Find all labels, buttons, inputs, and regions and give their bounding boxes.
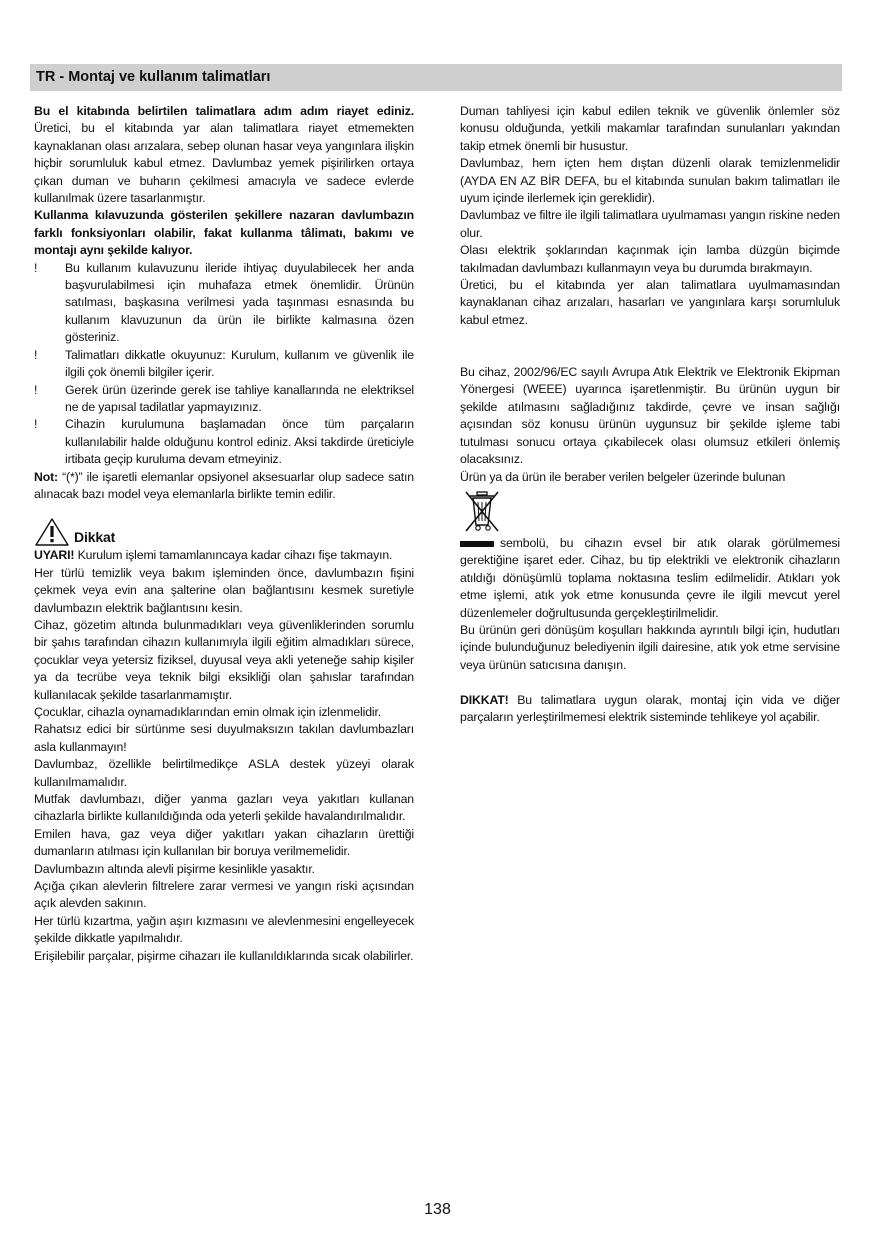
weee-paragraph: Bu cihaz, 2002/96/EC sayılı Avrupa Atık Elektrik ve Elektronik Ekipman Yönergesi (WEEE) uyarınca işaretlenmiştir. Bu ürünün uygun bir şekilde atılmasını sağladığınız takdirde, çevre ve insan sağlığı açısından söz konusu ürünün uygunsuz bir şekilde işleme tabi tutulması sonucu ortaya çıkabilecek olası olumsuz etkileri önlemiş olacaksınız. bbox=[460, 365, 840, 467]
dikkat-paragraph bbox=[460, 692, 840, 727]
safety-paragraph: Her türlü kızartma, yağın aşırı kızmasını ve alevlenmesini engelleyecek şekilde dikkatle yapılmalıdır. bbox=[34, 913, 414, 946]
symbol-paragraph bbox=[460, 535, 840, 622]
page-number: 138 bbox=[424, 1201, 451, 1218]
figures-note: Kullanma kılavuzunda gösterilen şekillere nazaran davlumbazın farklı fonksiyonları olabilir, fakat kullanma tâlimatı, bakımı ve montajı aynı şekilde kalıyor. bbox=[34, 208, 414, 258]
list-item-text: Bu kullanım kulavuzunu ileride ihtiyaç duyulabilecek her anda başvurulabilmesi için muhafaza etmek önemlidir. Ürünün satılması, başkasına verilmesi yada taşınması esnasında bu kullanım klavuzunun da ürün ile birlikte kalmasına özen gösteriniz. bbox=[65, 260, 414, 345]
note-paragraph bbox=[34, 469, 414, 504]
intro-paragraph bbox=[34, 103, 414, 207]
section-header bbox=[30, 64, 842, 91]
list-item-text: Talimatları dikkatle okuyunuz: Kurulum, kullanım ve güvenlik ile ilgili çok önemli bilgiler içerir. bbox=[65, 347, 414, 380]
list-item bbox=[34, 416, 414, 468]
safety-paragraph: Olası elektrik şoklarından kaçınmak için lamba düzgün biçimde takılmadan davlumbazı kullanmayın veya bu durumda bırakmayın. bbox=[460, 243, 840, 275]
instruction-list bbox=[34, 260, 414, 469]
section-title: TR - Montaj ve kullanım talimatları bbox=[36, 69, 271, 85]
dikkat-text: Bu talimatlara uygun olarak, montaj için vida ve diğer parçaların yerleştirilmemesi elektrik sisteminde tehlikeye yol açabilir. bbox=[460, 692, 840, 724]
exclamation-mark: ! bbox=[34, 382, 38, 397]
list-item-text: Gerek ürün üzerinde gerek ise tahliye kanallarında ne elektriksel ne de yapısal tadilatlar yapmayızınız. bbox=[65, 382, 414, 414]
crossed-bin-icon bbox=[462, 489, 502, 533]
symbol-text: sembolü, bu cihazın evsel bir atık olarak görülmemesi gerektiğine işaret eder. Cihaz, bu tip elektrikli ve elektronik cihazların atıldığı dönüşümlü toplama noktasına teslim edilmelidir. Atıkları yok etme işlemi, atık yok etme konusunda çevre ile ilgili mevcut yerel düzenlemeler doğrultusunda gerçekleştirilmelidir. bbox=[460, 535, 840, 620]
safety-paragraph: Davlumbazın altında alevli pişirme kesinlikle yasaktır. bbox=[34, 861, 315, 876]
exclamation-mark: ! bbox=[34, 347, 38, 362]
right-column bbox=[460, 103, 840, 726]
safety-paragraph: Açığa çıkan alevlerin filtrelere zarar vermesi ve yangın riski açısından açık alevden sakının. bbox=[34, 879, 414, 911]
recycling-paragraph: Bu ürünün geri dönüşüm koşulları hakkında ayrıntılı bilgi için, hudutları içinde bulunduğunuz belediyenin ilgili dairesine, atık yok etme servisine veya ürünün satıcısına danışın. bbox=[460, 622, 840, 672]
warning-triangle-icon bbox=[34, 517, 70, 547]
note-text: “(*)” ile işaretli elemanlar opsiyonel aksesuarlar olup sadece satın alınacak bazı model veya elemanlarla birlikte temin edilir. bbox=[34, 469, 414, 501]
intro-bold: Bu el kitabında belirtilen talimatlara adım adım riayet ediniz. bbox=[34, 104, 414, 118]
safety-paragraph: Emilen hava, gaz veya diğer yakıtları yakan cihazların ürettiği dumanların atılması için kullanılan bir boruya verilmemelidir. bbox=[34, 826, 414, 859]
symbol-lead: Ürün ya da ürün ile beraber verilen belgeler üzerinde bulunan bbox=[460, 469, 786, 484]
uyari-label: UYARI! bbox=[34, 548, 75, 563]
safety-paragraph: Çocuklar, cihazla oynamadıklarından emin olmak için izlenmelidir. bbox=[34, 705, 382, 719]
uyari-text: Kurulum işlemi tamamlanıncaya kadar cihazı fişe takmayın. bbox=[74, 548, 393, 563]
safety-paragraph: Davlumbaz, özellikle belirtilmedikçe ASLA destek yüzeyi olarak kullanılmamalıdır. bbox=[34, 757, 414, 789]
exclamation-mark: ! bbox=[34, 417, 38, 432]
uyari-paragraph bbox=[34, 547, 414, 564]
left-column bbox=[34, 103, 414, 965]
safety-paragraph: Davlumbaz, hem içten hem dıştan düzenli olarak temizlenmelidir (AYDA EN AZ BİR DEFA, bu el kitabında sunulan bakım talimatları ile uyum içinde ilerlemek için gereklidir). bbox=[460, 156, 840, 206]
safety-paragraph: Her türlü temizlik veya bakım işleminden önce, davlumbazın fişini çekmek veya evin ana şalterine olan bağlantısını kesmek suretiyle davlumbazın elektrik bağlantısını kesin. bbox=[34, 565, 414, 615]
list-item bbox=[34, 382, 414, 417]
safety-paragraph: Cihaz, gözetim altında bulunmadıkları veya güvenliklerinden sorumlu bir şahıs tarafından cihazın kullanımıyla ilgili eğitim almadıkları sürece, çocuklar veya yetersiz fiziksel, duyusal veya akli yeteneğe sahip kişiler ya da tecrübe veya teknik bilgi eksikliği olan şahıslar tarafından kullanılacak şekilde tasarlanmamıştır. bbox=[34, 617, 414, 702]
note-label: Not: bbox=[34, 469, 58, 484]
underline-bar-icon bbox=[460, 541, 494, 547]
list-item bbox=[34, 260, 414, 347]
list-item-text: Cihazin kurulumuna başlamadan önce tüm parçaların kullanılabilir halde olduğunu kontrol ediniz. Aksi takdirde üreticiyle irtibata geçip kuruluma devam etmeyiniz. bbox=[65, 417, 414, 467]
exclamation-mark: ! bbox=[34, 260, 38, 275]
list-item bbox=[34, 347, 414, 382]
dikkat-label: DIKKAT! bbox=[460, 692, 509, 707]
safety-paragraph: Üretici, bu el kitabında yer alan talimatlara uyulmamasından kaynaklanan cihaz arızaları, hasarları ve yangınlara karşı sorumluluk kabul etmez. bbox=[460, 278, 840, 327]
safety-paragraph: Rahatsız edici bir sürtünme sesi duyulmaksızın takılan davlumbazları asla kullanmayın! bbox=[34, 722, 414, 754]
dikkat-heading bbox=[34, 517, 414, 547]
safety-paragraph: Erişilebilir parçalar, pişirme cihazarı ile kullanıldıklarında sıcak olabilirler. bbox=[34, 948, 414, 963]
intro-text: Üretici, bu el kitabında yar alan talimatlara riayet etmemekten kaynaklanan olası arızalara, sebep olunan hasar veya yangınlara ilişkin hiçbir sorumluluk kabul etmez. Davlumbaz yemek pişirilirken ortaya çıkan duman ve buharın çekilmesi amacıyla ve sadece evlerde kullanılmak üzere tasarlanmıştır. bbox=[34, 121, 414, 206]
safety-paragraph: Mutfak davlumbazı, diğer yanma gazları veya yakıtları kullanan cihazlarla birlikte kullanıldığında oda yeterli şekilde havalandırılmalıdır. bbox=[34, 792, 414, 824]
safety-paragraph: Duman tahliyesi için kabul edilen teknik ve güvenlik önlemler söz konusu olduğunda, yetkili makamlar tarafından sunulanları yakından takip etmek önemli bir husustur. bbox=[460, 104, 840, 153]
safety-paragraph: Davlumbaz ve filtre ile ilgili talimatlara uyulmaması yangın riskine neden olur. bbox=[460, 208, 840, 240]
dikkat-title: Dikkat bbox=[74, 529, 116, 546]
